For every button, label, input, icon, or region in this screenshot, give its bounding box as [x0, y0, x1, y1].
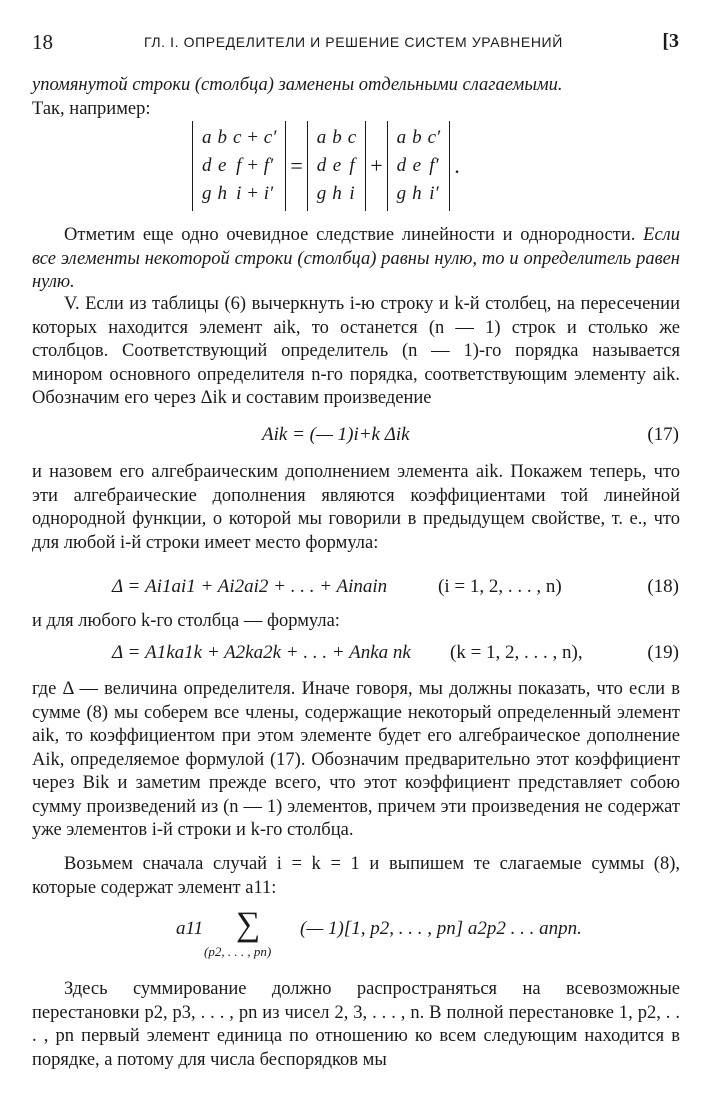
equation-period: .	[454, 153, 460, 178]
determinant-entry: f	[349, 155, 355, 176]
paragraph-where: где Δ — величина определителя. Иначе говоря, мы должны показать, что если в сумме (8) мы соберем все члены, содержащие некоторый определенный элемент aik, то коэффициентом при этом элементе будет его алгебраическое дополнение Aik, определяемое формулой (17). Обозначим предварительно этот коэффициент через Bik и заметим прежде всего, что этот коэффициент представляет собою сумму произведений из (n — 1) элементов, причем эти произведения не содержат уже элементов i-й строки и k-го столбца.	[32, 679, 680, 840]
page-header	[32, 30, 679, 56]
determinant-entry: i + i′	[236, 183, 274, 204]
determinant-entry: d	[316, 155, 327, 176]
determinant-entry: g	[316, 183, 327, 204]
sum-body: (— 1)[1, p2, . . . , pn] a2p2 . . . anpn.	[300, 918, 582, 939]
determinant-entry: d	[396, 155, 407, 176]
equals-sign: =	[290, 153, 303, 178]
paragraph-case: Возьмем сначала случай i = k = 1 и выпишем те слагаемые суммы (8), которые содержат элемент a11:	[32, 854, 680, 898]
determinant-entry: h	[217, 183, 227, 204]
page-number: 18	[32, 30, 53, 54]
equation-17: Aik = (— 1)i+k Δik	[262, 424, 410, 445]
determinant-entry: h	[332, 183, 342, 204]
linearity-plain: Отметим еще одно очевидное следствие линейности и однородности.	[64, 225, 644, 245]
paragraph-permutations: Здесь суммирование должно распространяться на всевозможные перестановки p2, p3, . . . , pn из чисел 2, 3, . . . , n. В полной перестановке 1, p2, . . . , pn первый элемент единица по отношению ко всем следующим находится в порядке, а потому для числа беспорядков мы	[32, 979, 680, 1070]
determinant-entry: b	[332, 127, 342, 148]
determinant-entry: c′	[427, 127, 441, 148]
sum-formula	[176, 906, 582, 980]
determinant-entry: g	[396, 183, 407, 204]
determinant-left	[192, 121, 286, 211]
determinant-equation	[192, 120, 464, 212]
equation-18-condition: (i = 1, 2, . . . , n)	[438, 576, 562, 597]
determinant-row	[394, 180, 444, 208]
paragraph-linearity	[32, 224, 680, 295]
intro-italic-line: упомянутой строки (столбца) заменены отдельными слагаемыми.	[32, 75, 563, 95]
sigma-symbol: ∑	[236, 906, 261, 943]
determinant-entry: h	[412, 183, 422, 204]
determinant-entry: i′	[429, 183, 439, 204]
determinant-entry: c	[347, 127, 357, 148]
determinant-right	[387, 121, 451, 211]
determinant-entry: a	[202, 127, 212, 148]
determinant-entry: f + f′	[236, 155, 274, 176]
determinant-row	[314, 180, 359, 208]
determinant-entry: a	[396, 127, 407, 148]
equation-19-condition: (k = 1, 2, . . . , n),	[450, 642, 583, 663]
equation-19: Δ = A1ka1k + A2ka2k + . . . + Anka nk	[112, 642, 411, 663]
determinant-entry: i	[349, 183, 355, 204]
equation-18: Δ = Ai1ai1 + Ai2ai2 + . . . + Ainain	[112, 576, 388, 597]
determinant-entry: g	[202, 183, 212, 204]
determinant-row	[314, 124, 359, 152]
determinant-row	[199, 124, 279, 152]
determinant-entry: d	[202, 155, 212, 176]
equation-17-number: (17)	[647, 424, 679, 445]
determinant-row	[314, 152, 359, 180]
determinant-row	[394, 152, 444, 180]
plus-sign: +	[370, 153, 383, 178]
determinant-row	[199, 152, 279, 180]
linearity-italic: Если все элементы некоторой строки (столбца) равны нулю, то и определитель равен нулю.	[32, 225, 680, 292]
section-number: [3	[662, 30, 679, 52]
determinant-entry: b	[412, 127, 422, 148]
paragraph-cofactor: и назовем его алгебраическим дополнением элемента aik. Покажем теперь, что эти алгебраические дополнения являются коэффициентами той линейной однородной функции, о которой мы говорили в предыдущем свойстве, т. е., что для любой i-й строки имеет место формула:	[32, 462, 680, 553]
determinant-entry: b	[217, 127, 227, 148]
column-lead: и для любого k-го столбца — формула:	[32, 611, 340, 631]
determinant-entry: c + c′	[233, 127, 277, 148]
sum-index: (p2, . . . , pn)	[204, 944, 272, 959]
determinant-row	[199, 180, 279, 208]
example-lead: Так, например:	[32, 98, 151, 119]
determinant-entry: e	[412, 155, 422, 176]
paragraph-minor: V. Если из таблицы (6) вычеркнуть i-ю строку и k-й столбец, на пересечении которых находится элемент aik, то останется (n — 1) строк и столько же столбцов. Соответствующий определитель (n — 1)-го порядка называется минором основного определителя n-го порядка, соответствующим элементу aik. Обозначим его через Δik и составим произведение	[32, 294, 680, 408]
determinant-entry: e	[332, 155, 342, 176]
equation-19-number: (19)	[647, 642, 679, 663]
running-title: ГЛ. I. ОПРЕДЕЛИТЕЛИ И РЕШЕНИЕ СИСТЕМ УРАВНЕНИЙ	[144, 34, 563, 50]
determinant-entry: f′	[429, 155, 439, 176]
intro-text	[32, 74, 680, 121]
determinant-row	[394, 124, 444, 152]
sum-prefix: a11	[176, 918, 204, 939]
determinant-entry: e	[218, 155, 227, 176]
equation-18-number: (18)	[647, 576, 679, 597]
determinant-middle	[307, 121, 366, 211]
determinant-entry: a	[316, 127, 327, 148]
